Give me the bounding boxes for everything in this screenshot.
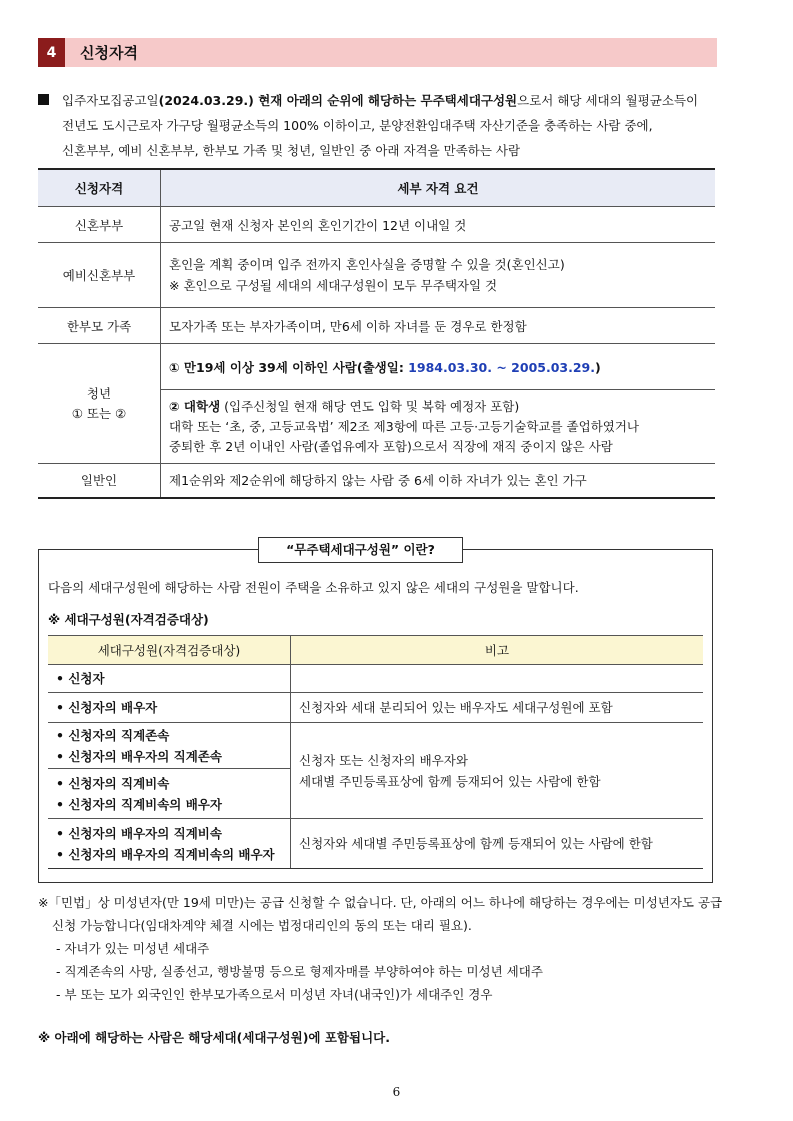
section-number: 4	[38, 38, 65, 67]
member-line: • 신청자의 배우자의 직계존속	[56, 748, 222, 764]
member-line: • 신청자의 배우자의 직계비속	[56, 825, 222, 841]
intro-line-2: 전년도 도시근로자 가구당 월평균소득의 100% 이하이고, 분양전환임대주택 자산기준을 충족하는 사람 중에,	[62, 118, 653, 133]
option-text: )	[595, 359, 601, 375]
table-row	[38, 464, 715, 498]
remark-cell	[291, 723, 704, 819]
intro-paragraph	[38, 88, 758, 163]
definition-box-title: “무주택세대구성원” 이란?	[258, 537, 463, 563]
member-line: • 신청자의 직계존속	[56, 727, 170, 743]
members-heading: ※ 세대구성원(자격검증대상)	[48, 612, 209, 627]
birth-date-range: 1984.03.30. ~ 2005.03.29.	[408, 359, 596, 375]
table-row	[38, 243, 715, 308]
remark-line: 신청자 또는 신청자의 배우자와	[299, 752, 468, 768]
note-line: 신청 가능합니다(임대차계약 체결 시에는 법정대리인의 동의 또는 대리 필요).	[52, 918, 472, 933]
option-line: 대학 또는 ‘초, 중, 고등교육법’ 제2조 제3항에 따른 고등·고등기술학교를 졸업하였거나	[169, 418, 640, 434]
note-line: - 부 또는 모가 외국인인 한부모가족으로서 미성년 자녀(내국인)가 세대주인 경우	[56, 987, 493, 1002]
member-line: • 신청자의 직계비속	[56, 775, 170, 791]
table-row	[48, 819, 703, 869]
row-detail: 공고일 현재 신청자 본인의 혼인기간이 12년 이내일 것	[161, 207, 716, 243]
option-text: ① 만19세 이상 39세 이하인 사람(출생일:	[169, 359, 409, 375]
detail-line: 혼인을 계획 중이며 입주 전까지 혼인사실을 증명할 수 있을 것(혼인신고)	[169, 257, 565, 272]
square-bullet-icon	[38, 94, 49, 105]
section-title: 신청자격	[80, 44, 138, 62]
remark-cell: 신청자와 세대별 주민등록표상에 함께 등재되어 있는 사람에 한함	[291, 819, 704, 869]
intro-text: 으로서 해당 세대의 월평균소득이	[517, 93, 699, 108]
table-row	[48, 723, 703, 769]
row-detail	[161, 243, 716, 308]
note-line: - 자녀가 있는 미성년 세대주	[56, 941, 210, 956]
intro-line-3: 신혼부부, 예비 신혼부부, 한부모 가족 및 청년, 일반인 중 아래 자격을 만족하는 사람	[62, 143, 521, 158]
table-row	[38, 308, 715, 344]
eligibility-table	[38, 168, 715, 499]
member-line: • 신청자의 직계비속의 배우자	[56, 796, 222, 812]
member-cell: • 신청자의 배우자	[48, 693, 291, 723]
note-line: ※「민법」상 미성년자(만 19세 미만)는 공급 신청할 수 없습니다. 단, 아래의 어느 하나에 해당하는 경우에는 미성년자도 공급	[38, 895, 723, 910]
page-number: 6	[392, 1085, 401, 1099]
option-title: ② 대학생	[169, 398, 221, 414]
remark-line: 세대별 주민등록표상에 함께 등재되어 있는 사람에 한함	[299, 773, 601, 789]
header-eligibility: 신청자격	[38, 169, 161, 207]
table-row	[38, 344, 715, 390]
header-remarks: 비고	[291, 636, 704, 665]
closing-note: ※ 아래에 해당하는 사람은 해당세대(세대구성원)에 포함됩니다.	[38, 1030, 390, 1045]
row-detail: 모자가족 또는 부자가족이며, 만6세 이하 자녀를 둔 경우로 한정함	[161, 308, 716, 344]
remark-cell	[291, 665, 704, 693]
row-label: 일반인	[38, 464, 161, 498]
intro-emphasis: (2024.03.29.) 현재 아래의 순위에 해당하는 무주택세대구성원	[158, 93, 518, 108]
row-detail: 제1순위와 제2순위에 해당하지 않는 사람 중 6세 이하 자녀가 있는 혼인 가구	[161, 464, 716, 498]
youth-option-1	[161, 344, 716, 390]
member-cell	[48, 769, 291, 819]
intro-line-1	[38, 88, 758, 113]
table-row	[48, 693, 703, 723]
household-members-table	[48, 635, 703, 869]
table-row	[48, 665, 703, 693]
member-cell	[48, 819, 291, 869]
remark-cell: 신청자와 세대 분리되어 있는 배우자도 세대구성원에 포함	[291, 693, 704, 723]
member-cell	[48, 723, 291, 769]
member-cell: • 신청자	[48, 665, 291, 693]
youth-sublabel: ① 또는 ②	[71, 405, 127, 421]
youth-option-2	[161, 390, 716, 464]
youth-label: 청년	[86, 385, 112, 401]
option-line: 중퇴한 후 2년 이내인 사람(졸업유예자 포함)으로서 직장에 재직 중이지 않은 사람	[169, 438, 613, 454]
row-label: 신혼부부	[38, 207, 161, 243]
member-line: • 신청자의 배우자의 직계비속의 배우자	[56, 846, 275, 862]
minor-notes	[38, 891, 763, 1006]
option-text: (입주신청일 현재 해당 연도 입학 및 복학 예정자 포함)	[220, 398, 520, 414]
note-line: - 직계존속의 사망, 실종선고, 행방불명 등으로 형제자매를 부양하여야 하는 미성년 세대주	[56, 964, 543, 979]
row-label: 한부모 가족	[38, 308, 161, 344]
detail-line: ※ 혼인으로 구성될 세대의 세대구성원이 모두 무주택자일 것	[169, 278, 498, 293]
header-details: 세부 자격 요건	[161, 169, 716, 207]
row-label: 예비신혼부부	[38, 243, 161, 308]
definition-text: 다음의 세대구성원에 해당하는 사람 전원이 주택을 소유하고 있지 않은 세대의 구성원을 말합니다.	[48, 580, 579, 595]
section-header-bar	[38, 38, 717, 67]
header-members: 세대구성원(자격검증대상)	[48, 636, 291, 665]
row-label-youth	[38, 344, 161, 464]
table-row	[38, 207, 715, 243]
intro-text: 입주자모집공고일	[62, 93, 159, 108]
